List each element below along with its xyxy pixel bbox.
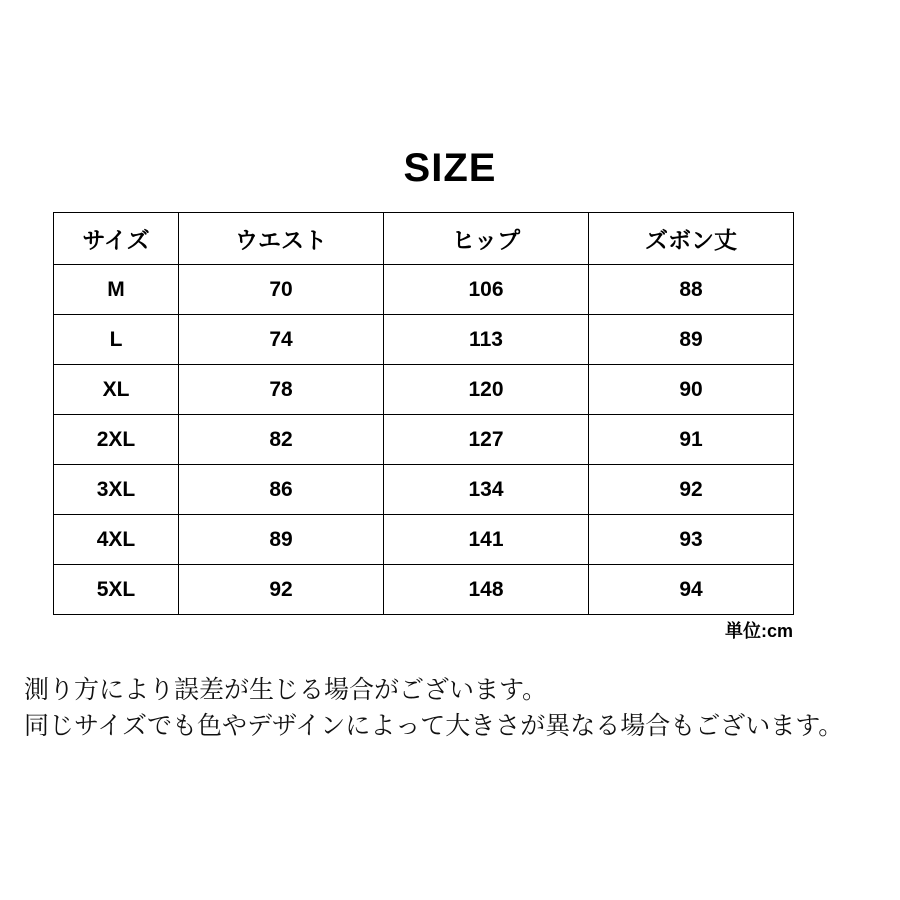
table-row [54,315,794,365]
cell-length: 93 [589,515,794,565]
table-row [54,365,794,415]
cell-waist: 70 [179,265,384,315]
cell-length: 92 [589,465,794,515]
cell-length: 94 [589,565,794,615]
note-line-1: 測り方により誤差が生じる場合がございます。 [24,676,548,704]
cell-size: 4XL [54,515,179,565]
table-row [54,515,794,565]
note-line-2: 同じサイズでも色やデザインによって大きさが異なる場合もございます。 [24,712,844,741]
cell-size: 2XL [54,415,179,465]
cell-length: 91 [589,415,794,465]
cell-waist: 86 [179,465,384,515]
table-row [54,265,794,315]
cell-length: 88 [589,265,794,315]
column-header-size: サイズ [54,213,179,265]
disclaimer-notes [24,672,884,745]
table-header-row [54,213,794,265]
cell-size: 5XL [54,565,179,615]
unit-note: 単位:cm [724,621,793,641]
column-header-length: ズボン丈 [589,213,794,265]
cell-hip: 106 [384,265,589,315]
cell-hip: 120 [384,365,589,415]
cell-hip: 127 [384,415,589,465]
table-row [54,565,794,615]
cell-hip: 134 [384,465,589,515]
table-row [54,415,794,465]
cell-length: 90 [589,365,794,415]
size-table [53,212,794,615]
column-header-waist: ウエスト [179,213,384,265]
cell-hip: 141 [384,515,589,565]
column-header-hip: ヒップ [384,213,589,265]
table-row [54,465,794,515]
page-title: SIZE [403,146,497,190]
cell-length: 89 [589,315,794,365]
cell-waist: 89 [179,515,384,565]
size-table-container [53,212,793,615]
cell-size: M [54,265,179,315]
cell-size: XL [54,365,179,415]
cell-size: 3XL [54,465,179,515]
cell-waist: 78 [179,365,384,415]
cell-size: L [54,315,179,365]
cell-waist: 82 [179,415,384,465]
cell-hip: 148 [384,565,589,615]
cell-waist: 92 [179,565,384,615]
cell-hip: 113 [384,315,589,365]
cell-waist: 74 [179,315,384,365]
